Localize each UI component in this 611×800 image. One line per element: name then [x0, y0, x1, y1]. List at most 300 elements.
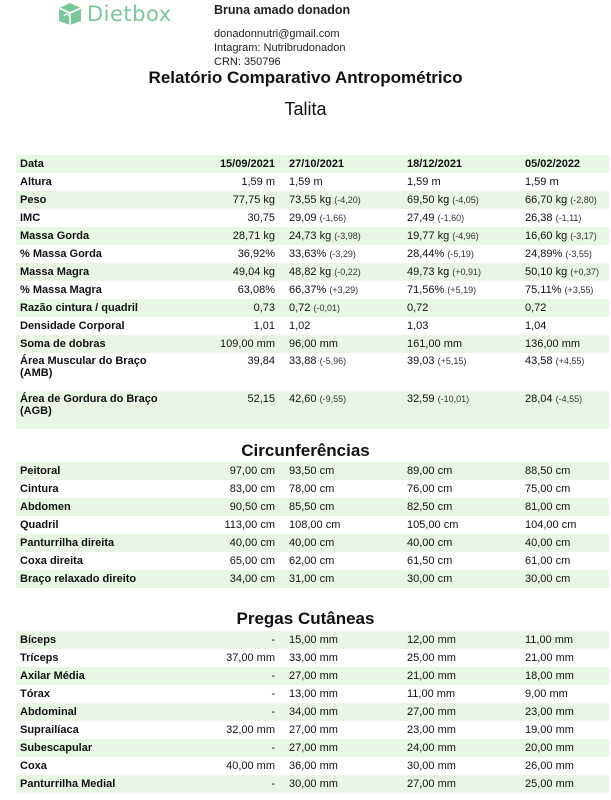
report-title: Relatório Comparativo Antropométrico [148, 68, 463, 87]
row-value-value: 11,00 mm [525, 634, 574, 646]
row-value-value: 27,49 [407, 212, 435, 224]
row-label [16, 570, 172, 588]
row-value [519, 552, 609, 570]
row-label-value: Área Muscular do Braço (AMB) [20, 355, 147, 379]
row-value [519, 516, 609, 534]
row-value-change: (-5,19) [447, 249, 474, 259]
row-value [401, 227, 519, 245]
row-value [401, 245, 519, 263]
row-value [283, 703, 401, 721]
row-value-value: 1,59 m [241, 176, 275, 188]
row-label [16, 552, 172, 570]
row-value-value: 69,50 kg [407, 194, 450, 206]
row-value [519, 391, 609, 429]
table-row [16, 263, 609, 281]
row-label-value: % Massa Gorda [20, 248, 102, 260]
row-value-value: 1,59 m [289, 176, 323, 188]
row-value [401, 335, 519, 353]
row-value-value: 66,70 kg [525, 194, 568, 206]
row-value-change: (-9,55) [319, 394, 347, 404]
row-value-value: 24,73 kg [289, 230, 332, 242]
row-value-value: 34,00 mm [289, 706, 338, 718]
row-value [172, 353, 283, 391]
row-value-change: (-4,05) [452, 195, 479, 205]
row-value [172, 775, 283, 793]
row-value [283, 739, 401, 757]
row-value [172, 685, 283, 703]
row-value-value: 24,89% [525, 248, 563, 260]
row-value-value: 42,60 [289, 393, 317, 405]
row-value [172, 757, 283, 775]
row-value [283, 317, 401, 335]
row-value-value: 21,00 mm [407, 670, 456, 682]
row-value [283, 685, 401, 703]
row-label-value: Panturrilha Medial [20, 778, 116, 790]
header-date-value: 18/12/2021 [407, 158, 463, 170]
row-label-value: Subescapular [20, 742, 93, 754]
row-value-value: 40,00 mm [226, 760, 275, 772]
row-value-value: 16,60 kg [525, 230, 568, 242]
row-value [172, 516, 283, 534]
row-value-value: 1,03 [407, 320, 429, 332]
header-date [519, 155, 609, 173]
row-value-change: (-3,29) [329, 249, 356, 259]
row-value-value: 97,00 cm [229, 465, 275, 477]
row-value-value: 37,00 mm [226, 652, 275, 664]
row-value [172, 317, 283, 335]
row-value-value: 0,73 [253, 302, 275, 314]
row-value-value: 65,00 cm [229, 555, 275, 567]
row-label-value: Panturrilha direita [20, 537, 115, 549]
skinfolds-title: Pregas Cutâneas [236, 609, 375, 628]
header-date-label [16, 155, 172, 173]
row-value-value: 82,50 cm [407, 501, 453, 513]
row-value-value: 28,04 [525, 393, 553, 405]
row-value-value: 25,00 mm [525, 778, 574, 790]
row-label-value: Tríceps [20, 652, 59, 664]
row-value-value: 34,00 cm [229, 573, 275, 585]
row-label [16, 245, 172, 263]
circumferences-table [16, 462, 609, 588]
row-value-value: 33,88 [289, 355, 317, 367]
row-value-value: 49,04 kg [232, 266, 275, 278]
row-value-value: - [271, 706, 275, 718]
row-value-change: (-5,96) [319, 356, 347, 366]
row-label-value: IMC [20, 212, 41, 224]
row-value-value: 77,75 kg [232, 194, 275, 206]
row-label-value: Quadril [20, 519, 59, 531]
row-value-value: 12,00 mm [407, 634, 456, 646]
row-value-change: (+5,19) [447, 285, 477, 295]
row-label [16, 631, 172, 649]
row-value-change: (-1,60) [437, 213, 465, 223]
row-label-value: Altura [20, 176, 52, 188]
row-value [172, 480, 283, 498]
row-value [519, 462, 609, 480]
dietbox-box-icon [57, 2, 83, 26]
row-value [172, 667, 283, 685]
table-row [16, 667, 609, 685]
row-value-value: - [271, 670, 275, 682]
table-row [16, 498, 609, 516]
nutritionist-email: donadonnutri@gmail.com [214, 28, 340, 40]
row-label-value: Coxa [20, 760, 47, 772]
row-value-value: 104,00 cm [525, 519, 577, 531]
row-value-value: 88,50 cm [525, 465, 571, 477]
row-label-value: Coxa direita [20, 555, 83, 567]
row-value-value: 20,00 mm [525, 742, 574, 754]
row-value-change: (-4,96) [452, 231, 479, 241]
row-value-value: 81,00 cm [525, 501, 571, 513]
row-value-value: 113,00 cm [224, 519, 275, 531]
nutritionist-crn: CRN: 350796 [214, 56, 281, 68]
table-row [16, 703, 609, 721]
table-row [16, 317, 609, 335]
row-value [283, 391, 401, 429]
row-value-value: 1,59 m [525, 176, 559, 188]
row-value [283, 552, 401, 570]
row-value [401, 209, 519, 227]
row-value-change: (-1,66) [319, 213, 347, 223]
row-value-value: 63,08% [237, 284, 275, 296]
row-value-value: 96,00 mm [289, 338, 338, 350]
row-value [172, 570, 283, 588]
row-label [16, 703, 172, 721]
row-label [16, 775, 172, 793]
row-value [519, 335, 609, 353]
table-row [16, 739, 609, 757]
row-value [172, 721, 283, 739]
row-value [519, 757, 609, 775]
row-value-value: - [271, 778, 275, 790]
row-value [401, 739, 519, 757]
row-label [16, 462, 172, 480]
row-value-value: 26,38 [525, 212, 553, 224]
row-value-value: 89,00 cm [407, 465, 453, 477]
header-date-value: 05/02/2022 [525, 158, 581, 170]
row-value-value: 9,00 mm [525, 688, 568, 700]
row-value-value: 26,00 mm [525, 760, 574, 772]
row-value [519, 263, 609, 281]
table-row [16, 570, 609, 588]
row-value-value: 27,00 mm [289, 670, 338, 682]
row-value-value: 62,00 cm [289, 555, 335, 567]
row-label [16, 353, 172, 391]
row-value [283, 480, 401, 498]
row-value-value: 71,56% [407, 284, 445, 296]
row-value [401, 631, 519, 649]
row-label [16, 227, 172, 245]
row-value [401, 534, 519, 552]
header-date-value: 15/09/2021 [219, 158, 275, 170]
row-label [16, 317, 172, 335]
row-value [283, 173, 401, 191]
row-label [16, 721, 172, 739]
row-value-change: (-4,20) [334, 195, 361, 205]
patient-name: Talita [284, 99, 327, 119]
row-label-value: Abdominal [20, 706, 77, 718]
row-value-value: 36,00 mm [289, 760, 338, 772]
row-value [172, 281, 283, 299]
row-value-value: 40,00 cm [407, 537, 453, 549]
row-label-value: Soma de dobras [20, 338, 106, 350]
header-date [172, 155, 283, 173]
row-value [172, 552, 283, 570]
row-value-value: 85,50 cm [289, 501, 335, 513]
row-value-value: 109,00 mm [219, 338, 275, 350]
table-row [16, 516, 609, 534]
table-row [16, 631, 609, 649]
row-value [283, 263, 401, 281]
row-label [16, 391, 172, 429]
row-value [401, 552, 519, 570]
row-label-value: Razão cintura / quadril [20, 302, 138, 314]
row-value [172, 299, 283, 317]
row-label [16, 534, 172, 552]
row-value [172, 703, 283, 721]
row-value-change: (-0,01) [313, 303, 340, 313]
anthropometry-table [16, 155, 609, 429]
row-value [401, 775, 519, 793]
row-value-value: 31,00 cm [289, 573, 335, 585]
row-value-value: 33,00 mm [289, 652, 338, 664]
row-value [172, 631, 283, 649]
row-value-value: 18,00 mm [525, 670, 574, 682]
row-value-value: 136,00 mm [525, 338, 581, 350]
table-row [16, 391, 609, 429]
table-row [16, 552, 609, 570]
row-value [519, 685, 609, 703]
table-row [16, 685, 609, 703]
row-label [16, 209, 172, 227]
row-value [519, 245, 609, 263]
row-value-value: 1,59 m [407, 176, 441, 188]
row-label [16, 480, 172, 498]
row-value [283, 757, 401, 775]
row-label [16, 173, 172, 191]
row-value [401, 462, 519, 480]
row-value-value: 83,00 cm [229, 483, 275, 495]
row-value [283, 191, 401, 209]
row-label [16, 263, 172, 281]
row-value [519, 498, 609, 516]
row-value-value: 19,77 kg [407, 230, 450, 242]
row-value [519, 631, 609, 649]
row-value-value: 39,84 [247, 355, 275, 367]
row-value-value: 61,00 cm [525, 555, 571, 567]
table-row [16, 353, 609, 391]
row-value [401, 667, 519, 685]
row-value-change: (-10,01) [437, 394, 470, 404]
row-label [16, 667, 172, 685]
row-value-value: 27,00 mm [407, 778, 456, 790]
row-value-value: 39,03 [407, 355, 435, 367]
table-row [16, 335, 609, 353]
row-value [172, 649, 283, 667]
row-value [283, 462, 401, 480]
row-value-value: 76,00 cm [407, 483, 453, 495]
row-label-value: Peitoral [20, 465, 61, 477]
header-date-value: 27/10/2021 [289, 158, 345, 170]
row-value [283, 570, 401, 588]
row-value-value: - [271, 634, 275, 646]
row-value [401, 191, 519, 209]
row-value-value: 23,00 mm [407, 724, 456, 736]
row-value-change: (-4,55) [555, 394, 583, 404]
row-label [16, 299, 172, 317]
row-value [401, 570, 519, 588]
row-value-value: 27,00 mm [289, 724, 338, 736]
row-value-value: 108,00 cm [289, 519, 341, 531]
row-value [401, 391, 519, 429]
row-value-value: 0,72 [407, 302, 429, 314]
row-value [172, 209, 283, 227]
row-value [519, 299, 609, 317]
row-value [172, 173, 283, 191]
row-value [401, 480, 519, 498]
row-value-value: 66,37% [289, 284, 327, 296]
row-label [16, 281, 172, 299]
row-label-value: Massa Magra [20, 266, 90, 278]
row-value-change: (+5,15) [437, 356, 467, 366]
row-value-value: 1,01 [253, 320, 275, 332]
row-value [283, 721, 401, 739]
row-value-value: 11,00 mm [407, 688, 456, 700]
row-label [16, 191, 172, 209]
table-row [16, 775, 609, 793]
row-value-value: 27,00 mm [289, 742, 338, 754]
row-value [172, 263, 283, 281]
row-value [172, 534, 283, 552]
row-value-value: 30,75 [247, 212, 275, 224]
row-value [172, 245, 283, 263]
row-label-value: % Massa Magra [20, 284, 102, 296]
header-date [283, 155, 401, 173]
row-label [16, 757, 172, 775]
row-label-value: Tórax [20, 688, 50, 700]
row-value-value: 30,00 cm [525, 573, 571, 585]
row-label-value: Suprailíaca [20, 724, 79, 736]
row-value-value: 23,00 mm [525, 706, 574, 718]
nutritionist-info [214, 3, 350, 69]
table-header-row [16, 155, 609, 173]
row-value-value: 161,00 mm [407, 338, 463, 350]
row-value [283, 667, 401, 685]
row-value-change: (-2,80) [570, 195, 597, 205]
table-row [16, 191, 609, 209]
circumferences-title: Circunferências [241, 441, 370, 460]
row-value [283, 227, 401, 245]
table-row [16, 173, 609, 191]
row-value-value: 75,00 cm [525, 483, 571, 495]
row-value [519, 209, 609, 227]
row-value-value: 40,00 cm [229, 537, 275, 549]
row-value-value: 1,02 [289, 320, 311, 332]
row-label-value: Densidade Corporal [20, 320, 125, 332]
row-value-value: 0,72 [289, 302, 311, 314]
row-label [16, 516, 172, 534]
row-value-value: 30,00 cm [407, 573, 453, 585]
row-value-value: 30,00 mm [289, 778, 338, 790]
row-value-change: (-1,11) [555, 213, 582, 223]
row-value-value: 1,04 [525, 320, 547, 332]
row-value [283, 245, 401, 263]
row-value [283, 649, 401, 667]
row-label-value: Bíceps [20, 634, 57, 646]
row-value [519, 667, 609, 685]
row-value [401, 281, 519, 299]
row-value [283, 209, 401, 227]
table-row [16, 721, 609, 739]
table-row [16, 209, 609, 227]
dietbox-wordmark: Dietbox [87, 2, 172, 26]
row-value-value: 40,00 cm [525, 537, 571, 549]
row-value-change: (-0,22) [334, 267, 361, 277]
row-value [283, 516, 401, 534]
row-value [283, 631, 401, 649]
row-value [519, 703, 609, 721]
row-value-value: 32,00 mm [226, 724, 275, 736]
row-value-value: 36,92% [237, 248, 275, 260]
row-value-value: 49,73 kg [407, 266, 450, 278]
row-value-value: 30,00 mm [407, 760, 456, 772]
row-value-value: 48,82 kg [289, 266, 332, 278]
row-value-value: 28,71 kg [232, 230, 275, 242]
row-value-change: (-3,55) [565, 249, 592, 259]
row-value [519, 480, 609, 498]
row-value [401, 721, 519, 739]
row-label-value: Cintura [20, 483, 59, 495]
row-value-value: 50,10 kg [525, 266, 568, 278]
row-value-value: 78,00 cm [289, 483, 335, 495]
row-value-value: 32,59 [407, 393, 435, 405]
row-value-value: 73,55 kg [289, 194, 332, 206]
row-value-value: - [271, 742, 275, 754]
row-value [172, 335, 283, 353]
row-value [283, 775, 401, 793]
table-row [16, 462, 609, 480]
row-value-change: (+3,29) [329, 285, 359, 295]
row-value [401, 299, 519, 317]
row-value [401, 353, 519, 391]
row-value-value: 15,00 mm [289, 634, 338, 646]
row-value [401, 757, 519, 775]
row-value-change: (-3,17) [570, 231, 597, 241]
table-row [16, 534, 609, 552]
row-value-value: 28,44% [407, 248, 445, 260]
table-row [16, 480, 609, 498]
row-value-change: (+0,37) [570, 267, 600, 277]
row-label [16, 335, 172, 353]
row-value-value: 21,00 mm [525, 652, 574, 664]
row-value [172, 498, 283, 516]
nutritionist-name: Bruna amado donadon [214, 3, 351, 17]
row-label-value: Área de Gordura do Braço (AGB) [20, 393, 158, 417]
row-value [401, 685, 519, 703]
row-value [283, 353, 401, 391]
row-value-value: 29,09 [289, 212, 317, 224]
row-value [519, 227, 609, 245]
row-value-value: 43,58 [525, 355, 553, 367]
row-value-value: - [271, 688, 275, 700]
row-value-value: 25,00 mm [407, 652, 456, 664]
row-label [16, 739, 172, 757]
row-value [519, 353, 609, 391]
row-value [519, 281, 609, 299]
row-value-value: 105,00 cm [407, 519, 459, 531]
row-label [16, 498, 172, 516]
row-label-value: Axilar Média [20, 670, 85, 682]
